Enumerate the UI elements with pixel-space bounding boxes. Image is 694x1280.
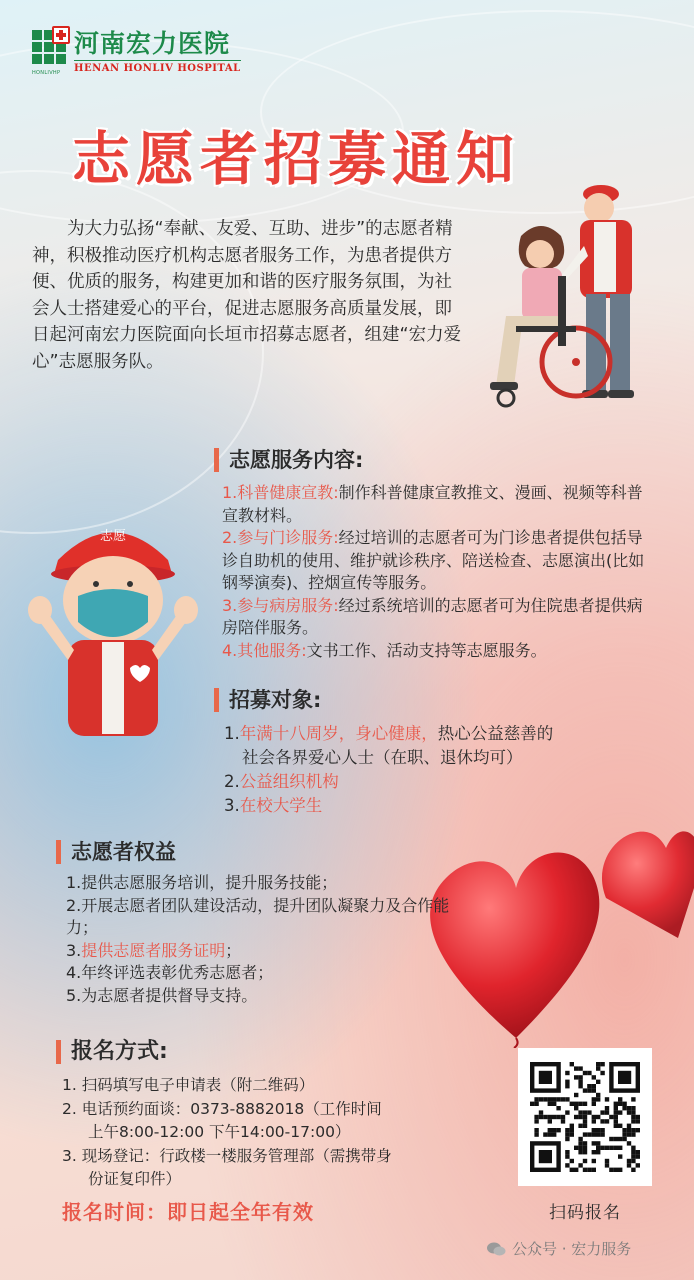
hospital-logo-icon: [32, 30, 68, 76]
list-item: 1.提供志愿服务培训，提升服务技能；: [66, 873, 338, 892]
footer-text: 公众号 · 宏力服务: [512, 1240, 632, 1258]
list-item: 2.公益组织机构: [224, 772, 339, 791]
list-item-continuation: 社会各界爱心人士（在职、退休均可）: [242, 748, 523, 767]
signup-heading: 报名方式:: [56, 1040, 168, 1064]
signup-list: [62, 1074, 502, 1192]
list-item: 5.为志愿者提供督导支持。: [66, 985, 258, 1005]
list-item: 3. 现场登记：行政楼一楼服务管理部（需携带身: [62, 1146, 392, 1165]
qr-code-icon: [518, 1048, 652, 1186]
hospital-logo: [32, 30, 241, 74]
hospital-name-cn: 河南宏力医院: [74, 29, 231, 58]
qr-caption: 扫码报名: [549, 1203, 621, 1223]
list-item-continuation: 上午8:00-12:00 下午14:00-17:00）: [88, 1123, 351, 1141]
list-item: 1.科普健康宣教:制作科普健康宣教推文、漫画、视频等科普宣教材料。: [222, 483, 643, 525]
hospital-name-en: HENAN HONLIV HOSPITAL: [74, 60, 241, 74]
services-heading: 志愿服务内容:: [214, 448, 363, 472]
list-item: 2.开展志愿者团队建设活动，提升团队凝聚力及合作能力；: [66, 895, 450, 937]
signup-time: 报名时间：即日起全年有效: [62, 1200, 314, 1224]
wechat-icon: [486, 1241, 506, 1257]
list-item: 3.在校大学生: [224, 796, 323, 815]
list-item: 1.年满十八周岁，身心健康，热心公益慈善的: [224, 724, 554, 743]
list-item: 1. 扫码填写电子申请表（附二维码）: [62, 1076, 315, 1094]
targets-heading: 招募对象:: [214, 688, 321, 712]
page-title: 志愿者招募通知: [72, 125, 521, 193]
logo-small-text: HONLIVHP: [32, 70, 61, 76]
benefits-heading: 志愿者权益: [56, 840, 176, 864]
intro-paragraph: 为大力弘扬“奉献、友爱、互助、进步”的志愿者精神，积极推动医疗机构志愿者服务工作，为患者提供方便、优质的服务，构建更加和谐的医疗服务氛围，为社会人士搭建爱心的平台，促进志愿服务高质量发展，即日起河南宏力医院面向长垣市招募志愿者，组建“宏力爱心”志愿服务队。: [32, 219, 462, 372]
footer-source: [486, 1238, 631, 1259]
list-item: 3.提供志愿者服务证明；: [66, 940, 242, 960]
list-item: 2. 电话预约面谈：0373-8882018（工作时间: [62, 1099, 382, 1118]
qr-code[interactable]: [518, 1048, 652, 1186]
list-item: 4.其他服务:文书工作、活动支持等志愿服务。: [222, 640, 547, 660]
benefits-list: [66, 872, 466, 1007]
wheelchair-volunteer-illustration: [466, 176, 676, 426]
services-list: [222, 482, 650, 662]
svg-text:志愿: 志愿: [100, 529, 127, 544]
list-item: 3.参与病房服务:经过系统培训的志愿者可为住院患者提供病房陪伴服务。: [222, 595, 643, 637]
list-item-continuation: 份证复印件）: [88, 1170, 182, 1188]
list-item: 4.年终评选表彰优秀志愿者；: [66, 963, 274, 982]
list-item: 2.参与门诊服务:经过培训的志愿者可为门诊患者提供包括导诊自助机的使用、维护就诊秩序、陪送检查、志愿演出(比如钢琴演奏)、控烟宣传等服务。: [222, 528, 645, 592]
masked-volunteer-illustration: [18, 500, 208, 750]
